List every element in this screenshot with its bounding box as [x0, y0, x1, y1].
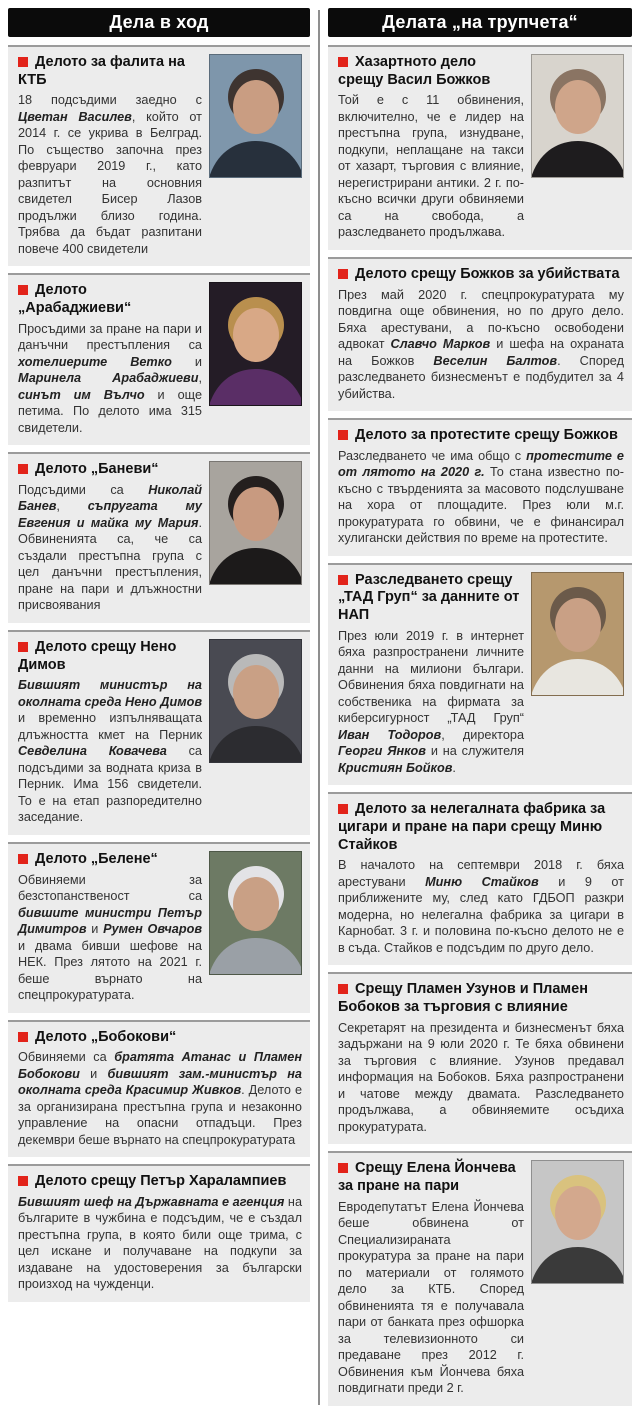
case-title-text: Делото „Белене“	[35, 850, 158, 867]
case-title-text: Делото срещу Божков за убийствата	[355, 265, 620, 282]
case-body: Той е с 11 обвинения, включително, че е лидер на престъпна група, изнудване, подкупи, неплащане на такси от хазарт, търговия с влияние, нерегистрирани антики. 2 г. по-късно всички други обвиняеми са на свобода, а разследването продължава.	[338, 93, 524, 240]
case-body: В началото на септември 2018 г. бяха арестувани Миню Стайков и 9 от приближените му, след като ГДБОП разкри модерна, но нелегална фабрика за цигари в Карнобат. 3 г. и половина по-късно делото не е в съда. Стайков е подсъдим по друго дело.	[338, 858, 624, 955]
case-title-text: Делото „Арабаджиеви“	[18, 282, 132, 317]
card-list-left	[8, 45, 310, 1309]
case-card	[328, 418, 632, 556]
column-header-left	[8, 8, 310, 37]
case-body: Просъдими за пране на пари и данъчни престъпления са хотелиерите Ветко и Маринела Арабаджиеви, синът им Вълчо и още петима. По делото има 315 свидетели.	[18, 321, 202, 435]
case-title-text: Делото „Бобокови“	[35, 1028, 177, 1045]
case-title-text: Хазартното дело срещу Васил Божков	[338, 54, 491, 88]
column-divider	[318, 10, 320, 1405]
person-silhouette-icon	[210, 55, 302, 178]
case-title-text: Делото „Баневи“	[35, 461, 159, 478]
case-title	[338, 1160, 524, 1195]
person-photo	[209, 461, 302, 585]
red-square-bullet-icon	[338, 269, 348, 279]
case-title	[18, 461, 202, 479]
case-body: През май 2020 г. спецпрокуратурата му повдигна още обвинения, но по друго дело. Бяха арестувани, а по-късно освободени адвокат Славчо Марков и шефа на охраната на Божков Веселин Балтов. Според разследването бизнесменът е подбудител за 4 убийства.	[338, 287, 624, 401]
case-card	[8, 452, 310, 623]
case-body: Бившият министър на околната среда Нено Димов и временно изпълняващата длъжността кмет на Перник Севделина Ковачева са подсъдими за водната криза в Перник. Има 156 свидетели. То е на етап разпоредително заседание.	[18, 678, 202, 825]
person-photo	[531, 54, 624, 178]
case-title-text: Делото за протестите срещу Божков	[355, 427, 618, 444]
case-card	[8, 273, 310, 445]
case-title-text: Срещу Пламен Узунов и Пламен Бобоков за търговия с влияние	[338, 981, 588, 1016]
case-text-block	[18, 1029, 302, 1149]
case-title	[18, 851, 202, 869]
person-silhouette-icon	[532, 573, 624, 696]
case-title	[338, 981, 624, 1016]
person-photo	[209, 851, 302, 975]
case-title-text: Делото за нелегалната фабрика за цигари и пране на пари срещу Миню Стайков	[338, 801, 606, 853]
red-square-bullet-icon	[338, 984, 348, 994]
case-body: 18 подсъдими заедно с Цветан Василев, който от 2014 г. се укрива в Белград. По същество започна през февруари 2019 г., като разпитът на основния свидетел Бисер Лазов продължи близо година. Трябва да бъдат разпитани повече 400 свидетели	[18, 93, 202, 256]
person-silhouette-icon	[210, 283, 302, 406]
case-text-block	[18, 54, 202, 257]
case-card	[328, 792, 632, 965]
red-square-bullet-icon	[18, 1032, 28, 1042]
person-photo	[209, 639, 302, 763]
red-square-bullet-icon	[338, 57, 348, 67]
red-square-bullet-icon	[18, 57, 28, 67]
case-card	[8, 842, 310, 1013]
column-cases-in-progress	[8, 8, 310, 1413]
person-photo	[531, 1160, 624, 1284]
case-text-block	[338, 54, 524, 241]
case-body: Секретарят на президента и бизнесменът бяха задържани на 9 юли 2020 г. Те бяха обвинени за търговия с влияние. Узунов предавал информация на Бобоков. Бяха разпространени и чатове между двамата. Разследването продължава, а обвиняемите осъдиха прокуратурата.	[338, 1020, 624, 1134]
person-silhouette-icon	[210, 640, 302, 763]
case-text-block	[18, 1173, 302, 1293]
person-silhouette-icon	[210, 462, 302, 585]
person-silhouette-icon	[532, 55, 624, 178]
case-title-text: Разследването срещу „ТАД Груп“ за данните от НАП	[338, 571, 520, 624]
person-photo	[209, 282, 302, 406]
column-header-right	[328, 8, 632, 37]
case-title-text: Делото за фалита на КТБ	[18, 54, 185, 88]
case-text-block	[338, 801, 624, 956]
red-square-bullet-icon	[18, 285, 28, 295]
person-photo	[531, 572, 624, 696]
case-card	[8, 1020, 310, 1158]
case-card	[328, 257, 632, 411]
case-card	[328, 972, 632, 1144]
case-text-block	[18, 282, 202, 436]
red-square-bullet-icon	[18, 854, 28, 864]
case-body: Обвиняеми са братята Атанас и Пламен Бобокови и бившият зам.-министър на околната среда Красимир Живков. Делото е за организирана престъпна група и незаконно управление на опасни отпадъци. През декември беше върнато на спецпрокуратурата	[18, 1050, 303, 1147]
case-title	[18, 1029, 302, 1047]
case-body: Евродепутатът Елена Йончева беше обвинена от Специализираната прокуратура за пране на пари по материали от голямото дело за КТБ. Според обвиненията тя е получавала пари от банката през офшорка за телевизионното си предаване през 2012 г. Обвинения към Йончева бяха повдигнати преди 2 г.	[338, 1199, 524, 1396]
case-title	[18, 1173, 302, 1191]
column-header-left-label: Дела в ход	[109, 12, 209, 32]
person-photo	[209, 54, 302, 178]
card-list-right	[328, 45, 632, 1413]
case-text-block	[338, 266, 624, 402]
case-title-text: Делото срещу Петър Харалампиев	[35, 1173, 287, 1190]
case-title	[338, 54, 524, 89]
case-title	[338, 801, 624, 854]
case-text-block	[338, 427, 624, 547]
case-title	[18, 282, 202, 317]
red-square-bullet-icon	[338, 430, 348, 440]
case-card	[328, 563, 632, 786]
case-text-block	[338, 981, 624, 1135]
column-header-right-label: Делата „на трупчета“	[382, 12, 578, 32]
red-square-bullet-icon	[18, 464, 28, 474]
red-square-bullet-icon	[338, 804, 348, 814]
case-card	[8, 630, 310, 835]
case-body: През юли 2019 г. в интернет бяха разпространени личните данни на милиони българи. Обвинения бяха повдигнати на собственика на фирмата за киберсигурност „ТАД Груп“ Иван Тодоров, директора Георги Янков и на служителя Кристиян Бойков.	[338, 628, 525, 775]
case-card	[8, 1164, 310, 1302]
red-square-bullet-icon	[18, 642, 28, 652]
case-text-block	[338, 1160, 524, 1396]
case-text-block	[338, 572, 524, 777]
case-card	[328, 1151, 632, 1405]
person-silhouette-icon	[532, 1161, 624, 1284]
column-stalled-cases	[328, 8, 632, 1413]
case-card	[328, 45, 632, 250]
case-body: Обвиняеми за безстопанственост са бившите министри Петър Димитров и Румен Овчаров и двама бивши шефове на НЕК. През лятото на 2021 г. беше върнато на спецпрокуратурата.	[18, 872, 203, 1002]
red-square-bullet-icon	[338, 1163, 348, 1173]
case-body: Бившият шеф на Държавната е агенция на българите в чужбина е подсъдим, че е създал престъпна група, в която били още трима, с цел искане и получаване на подкупи за издаване на удостоверения за български произход на чужденци.	[18, 1194, 302, 1292]
case-title	[18, 54, 202, 89]
case-text-block	[18, 639, 202, 826]
case-body: Разследването че има общо с протестите е от лятото на 2020 г. То стана известно по-късно с твърденията за масовото подслушване на хора от площадите. През юли м.г. прокуратурата го обвини, че е финансирал хулигански действия по време на протестите.	[338, 448, 624, 546]
case-title-text: Делото срещу Нено Димов	[18, 638, 177, 673]
red-square-bullet-icon	[18, 1176, 28, 1186]
case-title-text: Срещу Елена Йончева за пране на пари	[338, 1160, 516, 1194]
case-card	[8, 45, 310, 266]
red-square-bullet-icon	[338, 575, 348, 585]
case-title	[338, 427, 624, 445]
case-title	[18, 639, 202, 674]
case-body: Подсъдими са Николай Банев, съпругата му Евгения и майка му Мария. Обвиненията са, че са създали престъпна група с цел данъчни престъпления, пране на пари и длъжностни присвоявания	[18, 482, 202, 613]
case-text-block	[18, 851, 202, 1004]
case-title	[338, 266, 624, 284]
case-title	[338, 572, 524, 625]
person-silhouette-icon	[210, 852, 302, 975]
case-text-block	[18, 461, 202, 614]
